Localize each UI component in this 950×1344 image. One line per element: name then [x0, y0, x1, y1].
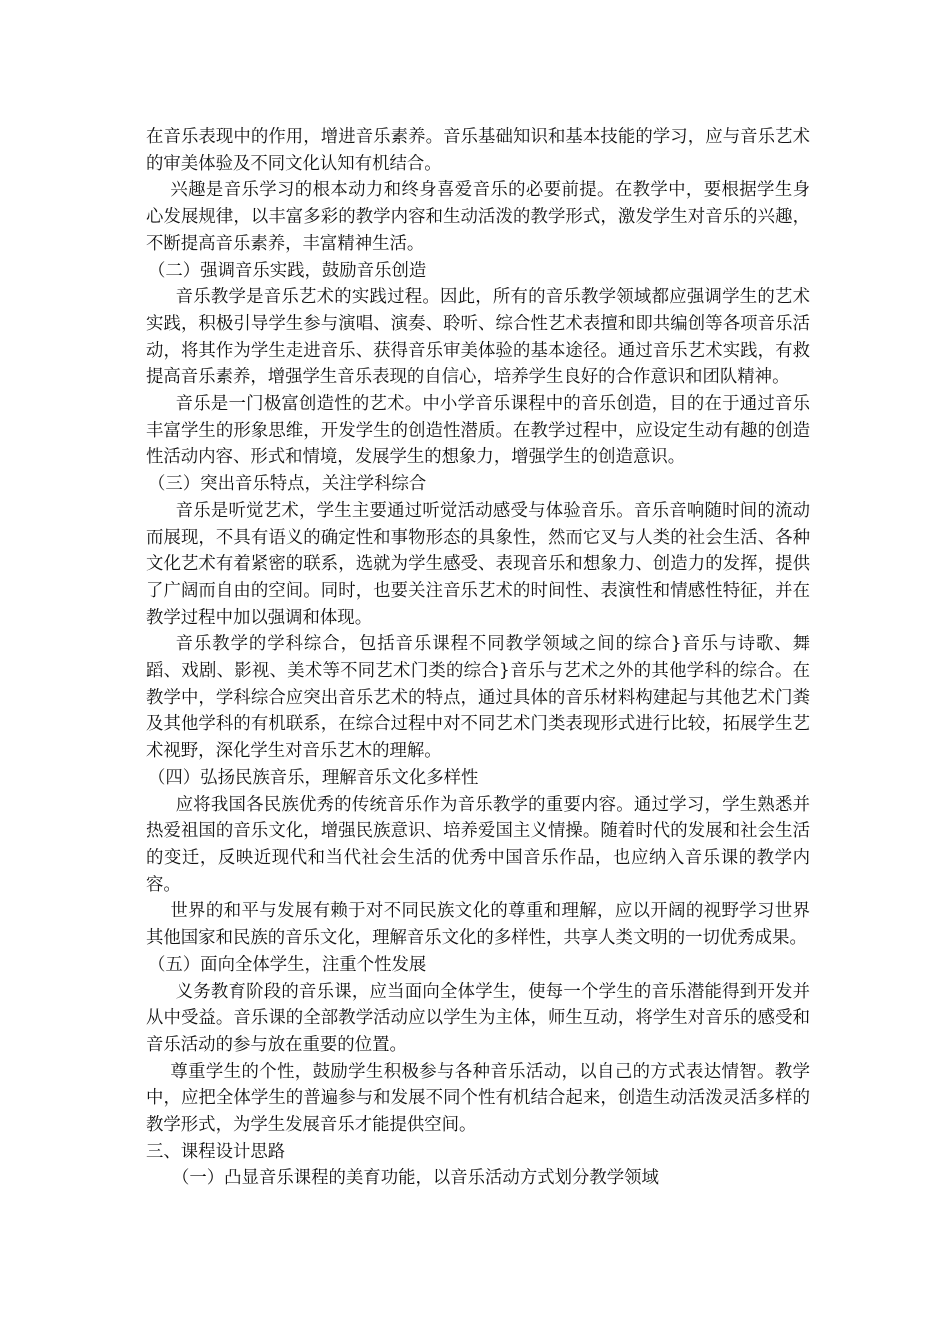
section-heading-5: （五）面向全体学生，注重个性发展 [148, 954, 427, 975]
paragraph-creativity: 音乐是一门极富创造性的艺术。中小学音乐课程中的音乐创造，目的在于通过音乐丰富学生的形象思维，开发学生的创造性潜质。在教学过程中，应设定生动有趣的创造性活动内容、形式和情境，发展学生的想象力，增强学生的创造意识。 [146, 394, 810, 468]
paragraph-world-music: 世界的和平与发展有赖于对不同民族文化的尊重和理解，应以开阔的视野学习世界其他国家和民族的音乐文化，理解音乐文化的多样性，共享人类文明的一切优秀成果。 [146, 901, 810, 949]
section-heading-course-design: 三、课程设计思路 [146, 1141, 286, 1162]
subsection-heading-1: （一）凸显音乐课程的美育功能，以音乐活动方式划分教学领域 [172, 1168, 659, 1189]
section-heading-4: （四）弘扬民族音乐，理解音乐文化多样性 [148, 767, 479, 788]
paragraph-practice: 音乐教学是音乐艺术的实践过程。因此，所有的音乐教学领域都应强调学生的艺术实践，积极引导学生参与演唱、演奏、聆听、综合性艺术表擅和即共编创等各项音乐活动，将其作为学生走进音乐、获得音乐审美体验的基本途径。通过音乐艺术实践，有救提高音乐素养，增强学生音乐表现的自信心，培养学生良好的合作意识和团队精神。 [146, 287, 810, 388]
section-heading-2: （二）强调音乐实践，鼓励音乐创造 [148, 260, 427, 281]
section-heading-3: （三）突出音乐特点，关注学科综合 [148, 474, 427, 495]
document-page [146, 124, 810, 1192]
paragraph-individuality: 尊重学生的个性，鼓励学生积极参与各种音乐活动，以自己的方式表达情智。教学中，应把全体学生的普遍参与和发展不同个性有机结合起来，创造生动活泼灵活多样的教学形式，为学生发展音乐才能提供空间。 [146, 1061, 810, 1136]
paragraph-integration: 音乐教学的学科综合，包括音乐课程不同教学领域之间的综合}音乐与诗歌、舞蹈、戏剧、影视、美术等不同艺术门类的综合}音乐与艺术之外的其他学科的综合。在教学中，学科综合应突出音乐艺术的特点，通过具体的音乐材料构建起与其他艺术门粪及其他学科的有机联系，在综合过程中对不同艺术门类表现形式进行比较，拓展学生艺术视野，深化学生对音乐艺木的理解。 [146, 634, 810, 762]
paragraph-national-music: 应将我国各民族优秀的传统音乐作为音乐教学的重要内容。通过学习，学生熟悉并热爱祖国的音乐文化，增强民族意识、培养爱国主义情操。随着时代的发展和社会生活的变迁，反映近现代和当代社会生活的优秀中国音乐作品，也应纳入音乐课的教学内容。 [146, 794, 810, 895]
paragraph-continuation: 在音乐表现中的作用，增进音乐素养。音乐基础知识和基本技能的学习，应与音乐艺术的审美体验及不同文化认知有机结合。 [146, 127, 810, 174]
paragraph-interest: 兴趣是音乐学习的根本动力和终身喜爱音乐的必要前提。在教学中，要根据学生身心发展规律，以丰富多彩的教学内容和生动活泼的教学形式，激发学生对音乐的兴趣，不断提高音乐素养，丰富精神生活。 [146, 180, 810, 254]
paragraph-auditory-art: 音乐是听觉艺术，学生主要通过听觉活动感受与体验音乐。音乐音响随时间的流动而展现，不具有语义的确定性和事物形态的具象性，然而它叉与人类的社会生活、各种文化艺术有着紧密的联系，选就为学生感受、表现音乐和想象力、创造力的发挥，提供了广阔而自由的空间。同时，也要关注音乐艺术的时间性、表演性和情感性特征，并在教学过程中加以强调和体现。 [146, 500, 810, 628]
paragraph-all-students: 义务教育阶段的音乐课，应当面向全体学生，使每一个学生的音乐潜能得到开发并从中受益。音乐课的全部教学活动应以学生为主体，师生互动，将学生对音乐的感受和音乐活动的参与放在重要的位置。 [146, 981, 810, 1055]
